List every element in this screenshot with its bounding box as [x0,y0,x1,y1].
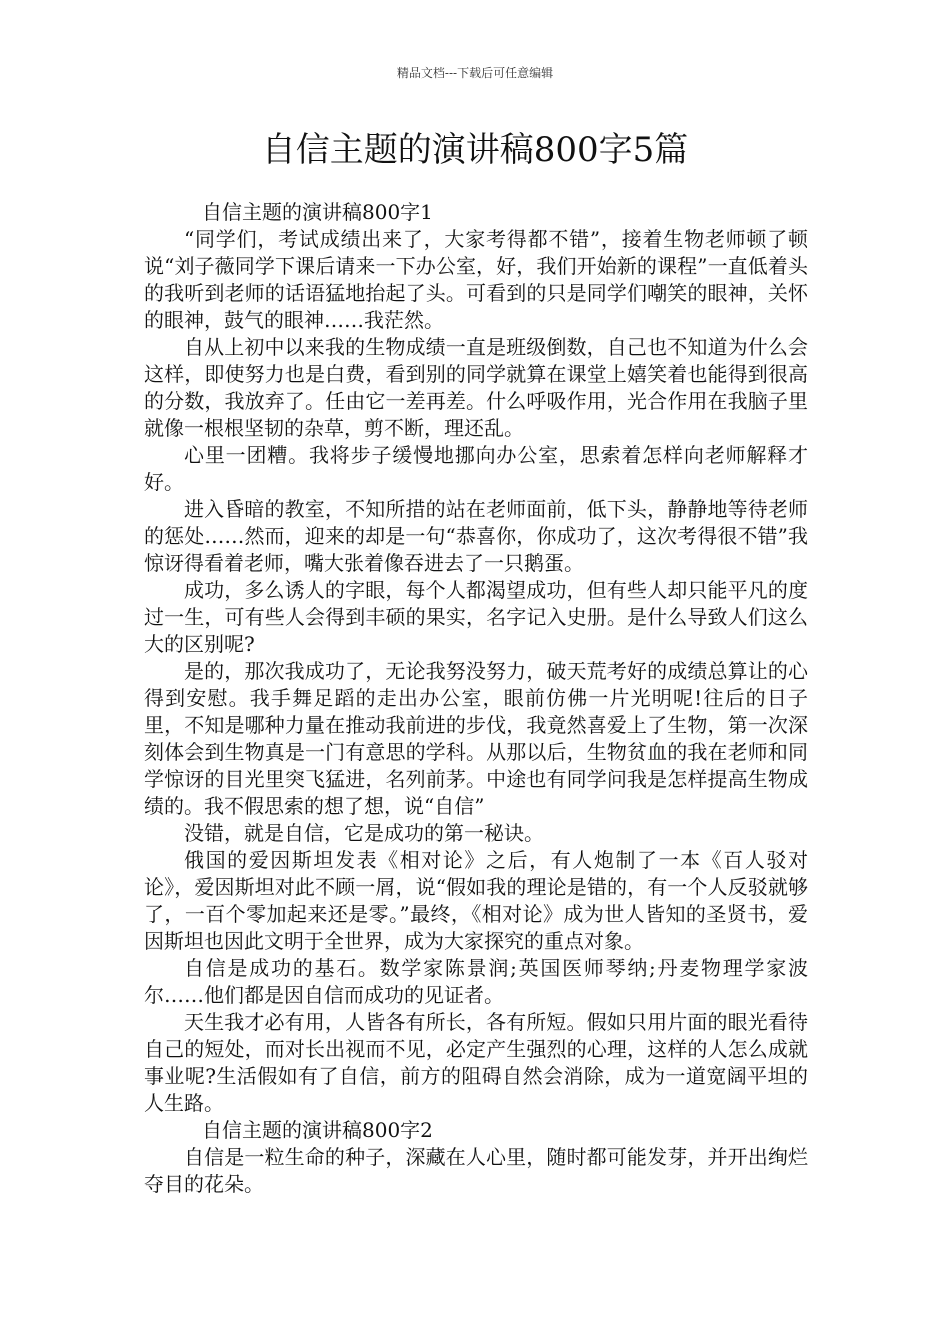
body-paragraph: 自信是一粒生命的种子，深藏在人心里，随时都可能发芽，并开出绚烂夺目的花朵。 [144,1145,808,1196]
section-heading: 自信主题的演讲稿800字1 [202,200,433,224]
body-paragraph: 没错，就是自信，它是成功的第一秘诀。 [184,821,544,845]
document-body [144,199,808,1198]
body-paragraph: 俄国的爱因斯坦发表《相对论》之后，有人炮制了一本《百人驳对论》，爱因斯坦对此不顾一屑，说“假如我的理论是错的，有一个人反驳就够了，一百个零加起来还是零。”最终，《相对论》成为世人皆知的圣贤书，爱因斯坦也因此文明于全世界，成为大家探究的重点对象。 [144,848,808,953]
body-paragraph: 是的，那次我成功了，无论我努没努力，破天荒考好的成绩总算让的心得到安慰。我手舞足蹈的走出办公室，眼前仿佛一片光明呢!往后的日子里，不知是哪种力量在推动我前进的步伐，我竟然喜爱上了生物，第一次深刻体会到生物真是一门有意思的学科。从那以后，生物贫血的我在老师和同学惊讶的目光里突飞猛进，名列前茅。中途也有同学问我是怎样提高生物成绩的。我不假思索的想了想，说“自信” [144,659,808,818]
section-heading: 自信主题的演讲稿800字2 [202,1118,433,1142]
body-paragraph: 进入昏暗的教室，不知所措的站在老师面前，低下头，静静地等待老师的惩处……然而，迎来的却是一句“恭喜你，你成功了，这次考得很不错”我惊讶得看着老师，嘴大张着像吞进去了一只鹅蛋。 [144,497,808,575]
page-header-note: 精品文档---下载后可任意编辑 [396,66,554,80]
body-paragraph: “同学们，考试成绩出来了，大家考得都不错”，接着生物老师顿了顿说“刘子薇同学下课后请来一下办公室，好，我们开始新的课程”一直低着头的我听到老师的话语猛地抬起了头。可看到的只是同学们嘲笑的眼神，关怀的眼神，鼓气的眼神……我茫然。 [144,227,808,332]
body-paragraph: 自信是成功的基石。数学家陈景润;英国医师琴纳;丹麦物理学家波尔……他们都是因自信而成功的见证者。 [144,956,808,1007]
document-title: 自信主题的演讲稿800字5篇 [261,130,689,170]
body-paragraph: 天生我才必有用，人皆各有所长，各有所短。假如只用片面的眼光看待自己的短处，而对长出视而不见，必定产生强烈的心理，这样的人怎么成就事业呢?生活假如有了自信，前方的阻碍自然会消除，成为一道宽阔平坦的人生路。 [144,1010,808,1115]
body-paragraph: 成功，多么诱人的字眼，每个人都渴望成功，但有些人却只能平凡的度过一生，可有些人会得到丰硕的果实，名字记入史册。是什么导致人们这么大的区别呢? [144,578,808,656]
body-paragraph: 自从上初中以来我的生物成绩一直是班级倒数，自己也不知道为什么会这样，即使努力也是白费，看到别的同学就算在课堂上嬉笑着也能得到很高的分数，我放弃了。任由它一差再差。什么呼吸作用，光合作用在我脑子里就像一根根坚韧的杂草，剪不断，理还乱。 [144,335,808,440]
body-paragraph: 心里一团糟。我将步子缓慢地挪向办公室，思索着怎样向老师解释才好。 [144,443,808,494]
